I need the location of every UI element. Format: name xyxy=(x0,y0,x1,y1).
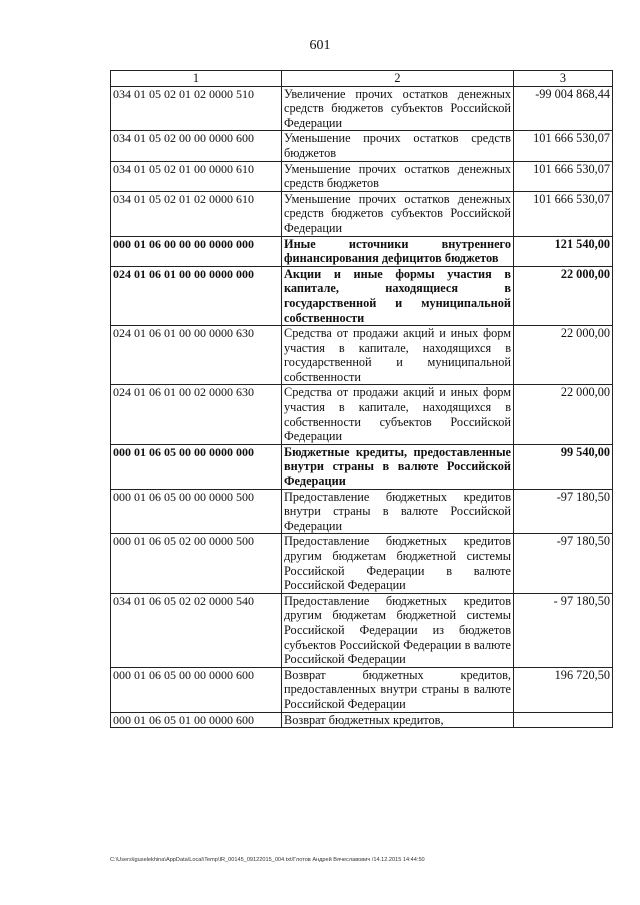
description-cell: Возврат бюджетных кредитов, предоставленных внутри страны в валюте Российской Федерации xyxy=(282,667,514,712)
table-row xyxy=(111,444,613,489)
description-cell: Увеличение прочих остатков денежных средств бюджетов субъектов Российской Федерации xyxy=(282,86,514,131)
description-cell: Средства от продажи акций и иных форм участия в капитале, находящихся в собственности субъектов Российской Федерации xyxy=(282,385,514,444)
budget-code-cell: 000 01 06 05 02 00 0000 500 xyxy=(111,534,282,593)
amount-cell: 22 000,00 xyxy=(514,385,613,444)
amount-cell: - 97 180,50 xyxy=(514,593,613,667)
amount-cell: 99 540,00 xyxy=(514,444,613,489)
file-path-footer: C:\Users\iguselekhina\AppData\Local\Temp\IR_00145_09122015_004.txt/Глотов Андрей Вячеславович /14.12.2015 14:44:50 xyxy=(110,857,425,863)
table-row xyxy=(111,667,613,712)
table-row xyxy=(111,326,613,385)
amount-cell: 196 720,50 xyxy=(514,667,613,712)
table-row xyxy=(111,534,613,593)
amount-cell: 22 000,00 xyxy=(514,266,613,325)
amount-cell: -99 004 868,44 xyxy=(514,86,613,131)
column-header-code: 1 xyxy=(111,71,282,87)
amount-cell: -97 180,50 xyxy=(514,489,613,534)
budget-code-cell: 024 01 06 01 00 00 0000 000 xyxy=(111,266,282,325)
amount-cell: 121 540,00 xyxy=(514,236,613,266)
amount-cell: 101 666 530,07 xyxy=(514,161,613,191)
budget-sources-table xyxy=(110,70,613,728)
budget-code-cell: 024 01 06 01 00 02 0000 630 xyxy=(111,385,282,444)
table-row xyxy=(111,266,613,325)
budget-code-cell: 000 01 06 05 00 00 0000 000 xyxy=(111,444,282,489)
page-number: 601 xyxy=(309,38,331,53)
amount-cell xyxy=(514,712,613,728)
budget-code-cell: 000 01 06 05 00 00 0000 600 xyxy=(111,667,282,712)
table-row xyxy=(111,131,613,161)
table-body xyxy=(111,86,613,728)
budget-code-cell: 034 01 05 02 00 00 0000 600 xyxy=(111,131,282,161)
description-cell: Иные источники внутреннего финансирования дефицитов бюджетов xyxy=(282,236,514,266)
budget-code-cell: 034 01 05 02 01 00 0000 610 xyxy=(111,161,282,191)
budget-code-cell: 000 01 06 05 01 00 0000 600 xyxy=(111,712,282,728)
description-cell: Уменьшение прочих остатков денежных средств бюджетов xyxy=(282,161,514,191)
budget-code-cell: 034 01 06 05 02 02 0000 540 xyxy=(111,593,282,667)
description-cell: Возврат бюджетных кредитов, xyxy=(282,712,514,728)
table-header-row xyxy=(111,71,613,87)
description-cell: Уменьшение прочих остатков денежных средств бюджетов субъектов Российской Федерации xyxy=(282,191,514,236)
description-cell: Акции и иные формы участия в капитале, находящиеся в государственной и муниципальной собственности xyxy=(282,266,514,325)
budget-code-cell: 000 01 06 05 00 00 0000 500 xyxy=(111,489,282,534)
description-cell: Бюджетные кредиты, предоставленные внутри страны в валюте Российской Федерации xyxy=(282,444,514,489)
table-row xyxy=(111,86,613,131)
description-cell: Уменьшение прочих остатков средств бюджетов xyxy=(282,131,514,161)
table-row xyxy=(111,712,613,728)
description-cell: Предоставление бюджетных кредитов внутри страны в валюте Российской Федерации xyxy=(282,489,514,534)
amount-cell: 101 666 530,07 xyxy=(514,191,613,236)
amount-cell: 22 000,00 xyxy=(514,326,613,385)
budget-code-cell: 000 01 06 00 00 00 0000 000 xyxy=(111,236,282,266)
table-row xyxy=(111,191,613,236)
table-row xyxy=(111,489,613,534)
column-header-name: 2 xyxy=(282,71,514,87)
budget-code-cell: 034 01 05 02 01 02 0000 610 xyxy=(111,191,282,236)
amount-cell: 101 666 530,07 xyxy=(514,131,613,161)
table-row xyxy=(111,161,613,191)
amount-cell: -97 180,50 xyxy=(514,534,613,593)
budget-code-cell: 034 01 05 02 01 02 0000 510 xyxy=(111,86,282,131)
description-cell: Предоставление бюджетных кредитов другим бюджетам бюджетной системы Российской Федерации в валюте Российской Федерации xyxy=(282,534,514,593)
budget-code-cell: 024 01 06 01 00 00 0000 630 xyxy=(111,326,282,385)
table-row xyxy=(111,593,613,667)
description-cell: Предоставление бюджетных кредитов другим бюджетам бюджетной системы Российской Федерации из бюджетов субъектов Российской Федерации в валюте Российской Федерации xyxy=(282,593,514,667)
description-cell: Средства от продажи акций и иных форм участия в капитале, находящихся в государственной и муниципальной собственности xyxy=(282,326,514,385)
column-header-amount: 3 xyxy=(514,71,613,87)
table-row xyxy=(111,236,613,266)
table-row xyxy=(111,385,613,444)
